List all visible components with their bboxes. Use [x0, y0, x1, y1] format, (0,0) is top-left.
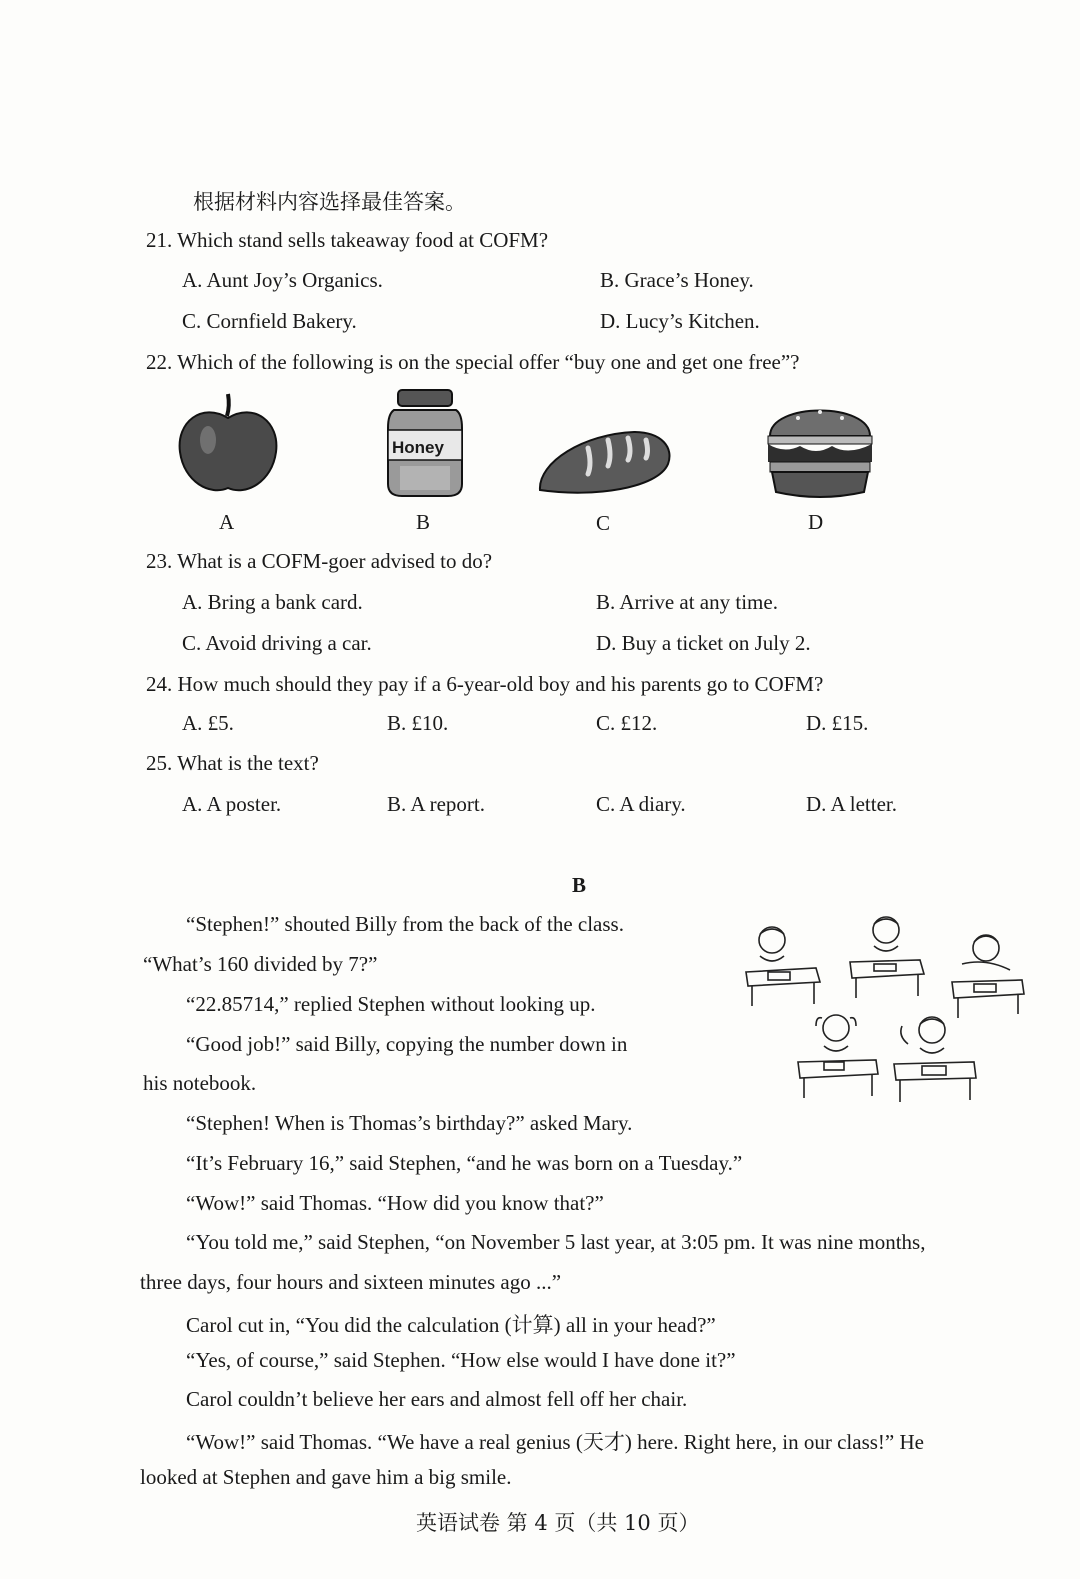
question-21-option-a: A. Aunt Joy’s Organics.	[182, 268, 383, 292]
story-line: “Good job!” said Billy, copying the number down in	[186, 1032, 628, 1056]
story-line: “22.85714,” replied Stephen without looking up.	[186, 992, 596, 1016]
question-25-option-b: B. A report.	[387, 792, 485, 816]
section-heading: B	[572, 873, 587, 897]
picture-label-a: A	[219, 510, 235, 534]
question-21-stem: 21. Which stand sells takeaway food at COFM?	[146, 228, 549, 252]
story-line: three days, four hours and sixteen minutes ago ...”	[140, 1270, 562, 1294]
story-line: Carol cut in, “You did the calculation (计算) all in your head?”	[186, 1313, 716, 1337]
story-line: “Stephen! When is Thomas’s birthday?” asked Mary.	[186, 1111, 633, 1135]
story-line: Carol couldn’t believe her ears and almost fell off her chair.	[186, 1387, 688, 1411]
question-25-stem: 25. What is the text?	[146, 751, 319, 775]
story-line: “It’s February 16,” said Stephen, “and he was born on a Tuesday.”	[186, 1151, 743, 1175]
story-line: “Wow!” said Thomas. “How did you know that?”	[186, 1191, 604, 1215]
honey-jar-text: Honey	[392, 438, 444, 457]
story-line: looked at Stephen and gave him a big smile.	[140, 1465, 512, 1489]
question-23-option-c: C. Avoid driving a car.	[182, 631, 372, 655]
question-24-option-a: A. £5.	[182, 711, 234, 735]
story-line: “What’s 160 divided by 7?”	[143, 952, 378, 976]
story-line: “You told me,” said Stephen, “on November 5 last year, at 3:05 pm. It was nine months,	[186, 1230, 926, 1254]
bread-picture	[534, 426, 676, 502]
picture-label-b: B	[416, 510, 431, 534]
story-line: his notebook.	[143, 1071, 257, 1095]
story-line: “Stephen!” shouted Billy from the back of the class.	[186, 912, 624, 936]
page-footer: 英语试卷 第 4 页（共 10 页）	[416, 1511, 700, 1535]
question-24-stem: 24. How much should they pay if a 6-year-old boy and his parents go to COFM?	[146, 672, 824, 696]
question-23-option-b: B. Arrive at any time.	[596, 590, 778, 614]
burger-picture	[764, 392, 876, 502]
apple-picture	[172, 388, 284, 500]
question-23-option-a: A. Bring a bank card.	[182, 590, 363, 614]
question-24-option-c: C. £12.	[596, 711, 658, 735]
story-line: “Yes, of course,” said Stephen. “How else would I have done it?”	[186, 1348, 736, 1372]
question-25-option-d: D. A letter.	[806, 792, 897, 816]
story-line: “Wow!” said Thomas. “We have a real genius (天才) here. Right here, in our class!” He	[186, 1430, 924, 1454]
question-21-option-c: C. Cornfield Bakery.	[182, 309, 357, 333]
instruction: 根据材料内容选择最佳答案。	[193, 190, 466, 214]
question-22-stem: 22. Which of the following is on the special offer “buy one and get one free”?	[146, 350, 800, 374]
question-25-option-c: C. A diary.	[596, 792, 686, 816]
question-25-option-a: A. A poster.	[182, 792, 282, 816]
classroom-illustration	[740, 912, 1030, 1112]
question-21-option-b: B. Grace’s Honey.	[600, 268, 754, 292]
question-23-stem: 23. What is a COFM-goer advised to do?	[146, 549, 493, 573]
picture-label-c: C	[596, 511, 611, 535]
picture-label-d: D	[808, 510, 824, 534]
question-24-option-d: D. £15.	[806, 711, 869, 735]
question-21-option-d: D. Lucy’s Kitchen.	[600, 309, 760, 333]
question-23-option-d: D. Buy a ticket on July 2.	[596, 631, 811, 655]
question-24-option-b: B. £10.	[387, 711, 449, 735]
